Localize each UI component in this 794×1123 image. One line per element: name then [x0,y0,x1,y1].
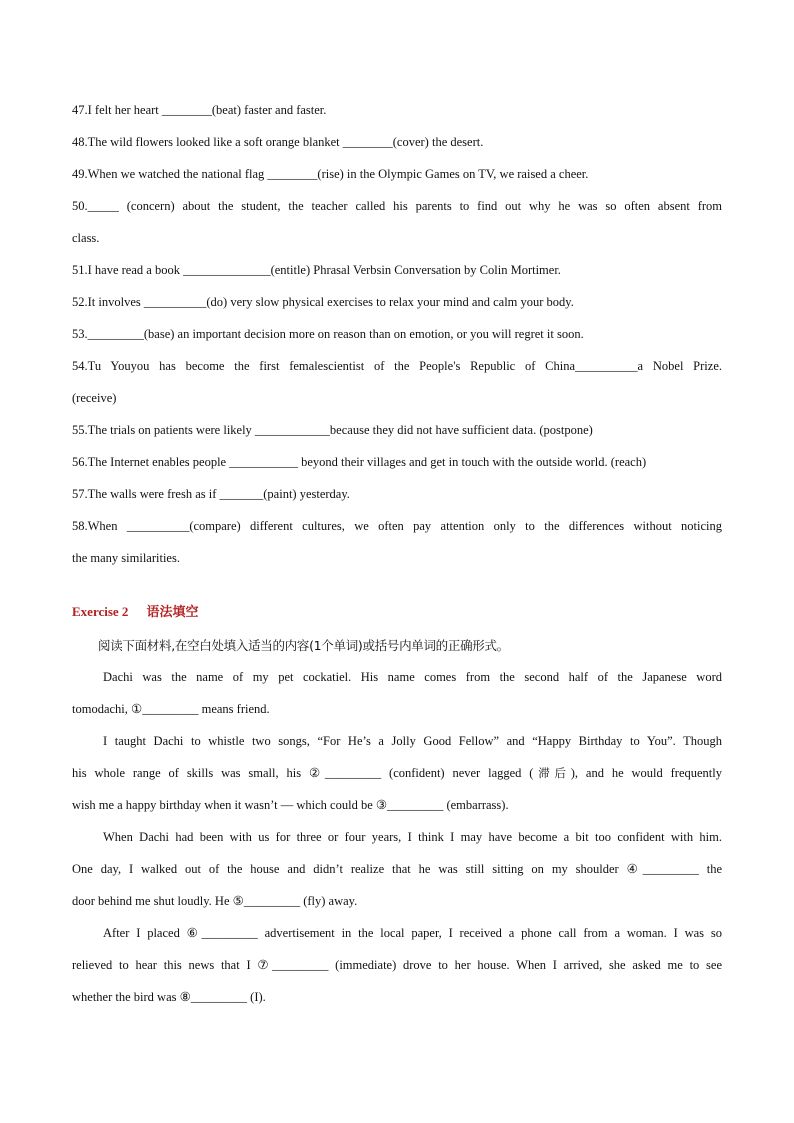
exercise-2-title: Exercise 2 语法填空 [72,604,199,620]
question-49: 49.When we watched the national flag ________(rise) in the Olympic Games on TV, we raised a cheer. [72,167,589,181]
passage-p3-line-3: door behind me shut loudly. He ⑤_________ (fly) away. [72,894,358,908]
question-47: 47.I felt her heart ________(beat) faster and faster. [72,103,327,117]
question-50-line-1: 50._____ (concern) about the student, the teacher called his parents to find out why he was so often absent from [72,199,722,213]
question-52: 52.It involves __________(do) very slow physical exercises to relax your mind and calm your body. [72,295,574,309]
exercise-2-subtitle: 语法填空 [146,605,199,620]
question-51: 51.I have read a book ______________(entitle) Phrasal Verbsin Conversation by Colin Mortimer. [72,263,561,277]
passage-p1-line-1: Dachi was the name of my pet cockatiel. His name comes from the second half of the Japanese word [103,670,722,684]
question-56: 56.The Internet enables people ___________ beyond their villages and get in touch with the outside world. (reach) [72,455,647,469]
passage-p2-line-1: I taught Dachi to whistle two songs, “For He’s a Jolly Good Fellow” and “Happy Birthday to You”. Though [103,734,722,748]
passage-p2-line-2: his whole range of skills was small, his ②_________ (confident) never lagged (滞后), and he would frequently [72,766,722,780]
worksheet-page [72,94,722,1013]
question-58-line-1: 58.When __________(compare) different cultures, we often pay attention only to the differences without noticing [72,519,722,533]
passage-p3-line-1: When Dachi had been with us for three or four years, I think I may have become a bit too confident with him. [103,830,722,844]
passage-p3-line-2: One day, I walked out of the house and didn’t realize that he was still sitting on my shoulder ④_________ the [72,862,722,876]
exercise-2-heading [72,594,722,631]
question-54-line-2: (receive) [72,391,117,405]
passage [72,661,722,1013]
question-57: 57.The walls were fresh as if _______(paint) yesterday. [72,487,350,501]
chinese-gloss: 滞后 [533,766,571,780]
question-48: 48.The wild flowers looked like a soft orange blanket ________(cover) the desert. [72,135,484,149]
question-50-line-2: class. [72,231,100,245]
passage-p4-line-1: After I placed ⑥_________ advertisement in the local paper, I received a phone call from a woman. I was so [103,926,722,940]
passage-p4-line-2: relieved to hear this news that I ⑦_________ (immediate) drove to her house. When I arrived, she asked me to see [72,958,722,972]
question-58-line-2: the many similarities. [72,551,180,565]
question-53: 53._________(base) an important decision more on reason than on emotion, or you will regret it soon. [72,327,584,341]
passage-p1-line-2: tomodachi, ①_________ means friend. [72,702,270,716]
exercise-1-items [72,94,722,574]
exercise-2-instruction: 阅读下面材料,在空白处填入适当的内容(1个单词)或括号内单词的正确形式。 [98,638,509,653]
passage-p4-line-3: whether the bird was ⑧_________ (I). [72,990,266,1004]
question-55: 55.The trials on patients were likely ____________because they did not have sufficient data. (postpone) [72,423,593,437]
passage-p2-line-3: wish me a happy birthday when it wasn’t — which could be ③_________ (embarrass). [72,798,509,812]
question-54-line-1: 54.Tu Youyou has become the first femalescientist of the People's Republic of China__________a Nobel Prize. [72,359,722,373]
